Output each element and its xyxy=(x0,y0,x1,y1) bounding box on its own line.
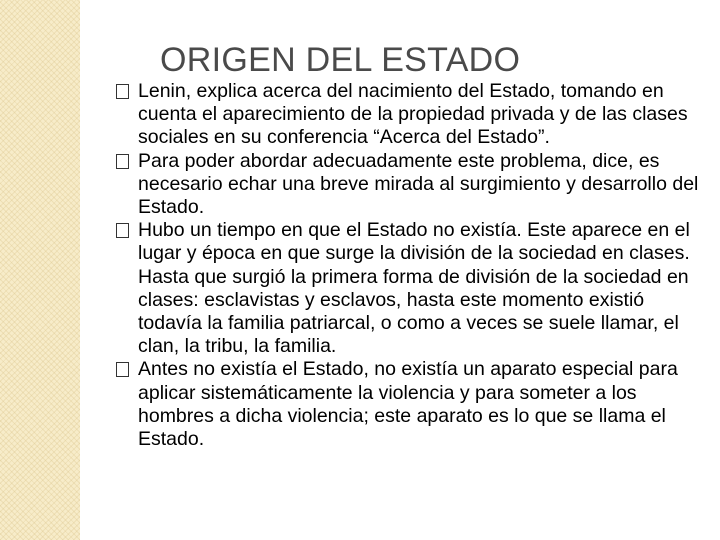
bullet-item xyxy=(114,150,704,220)
square-bullet-icon xyxy=(116,362,129,377)
square-bullet-icon xyxy=(116,154,129,169)
square-bullet-icon xyxy=(116,84,129,99)
bullet-text: Antes no existía el Estado, no existía un aparato especial para aplicar sistemáticamente la violencia y para someter a los hombres a dicha violencia; este aparato es lo que se llama el Estado. xyxy=(138,358,678,451)
bullet-text: Hubo un tiempo en que el Estado no existía. Este aparece en el lugar y época en que surge la división de la sociedad en clases. Hasta que surgió la primera forma de división de la sociedad en clases: esclavistas y esclavos, hasta este momento existió todavía la familia patriarcal, o como a veces se suele llamar, el clan, la tribu, la familia. xyxy=(138,219,690,358)
bullet-item xyxy=(114,80,704,150)
bullet-text: Para poder abordar adecuadamente este problema, dice, es necesario echar una breve mirada al surgimiento y desarrollo del Estado. xyxy=(138,149,699,219)
bullet-item xyxy=(114,219,704,358)
square-bullet-icon xyxy=(116,223,129,238)
bullet-item xyxy=(114,358,704,451)
slide-title: ORIGEN DEL ESTADO xyxy=(160,40,521,79)
bullet-list xyxy=(114,80,704,451)
decorative-side-band xyxy=(0,0,80,540)
bullet-text: Lenin, explica acerca del nacimiento del Estado, tomando en cuenta el aparecimiento de la propiedad privada y de las clases sociales en su conferencia “Acerca del Estado”. xyxy=(138,80,688,149)
